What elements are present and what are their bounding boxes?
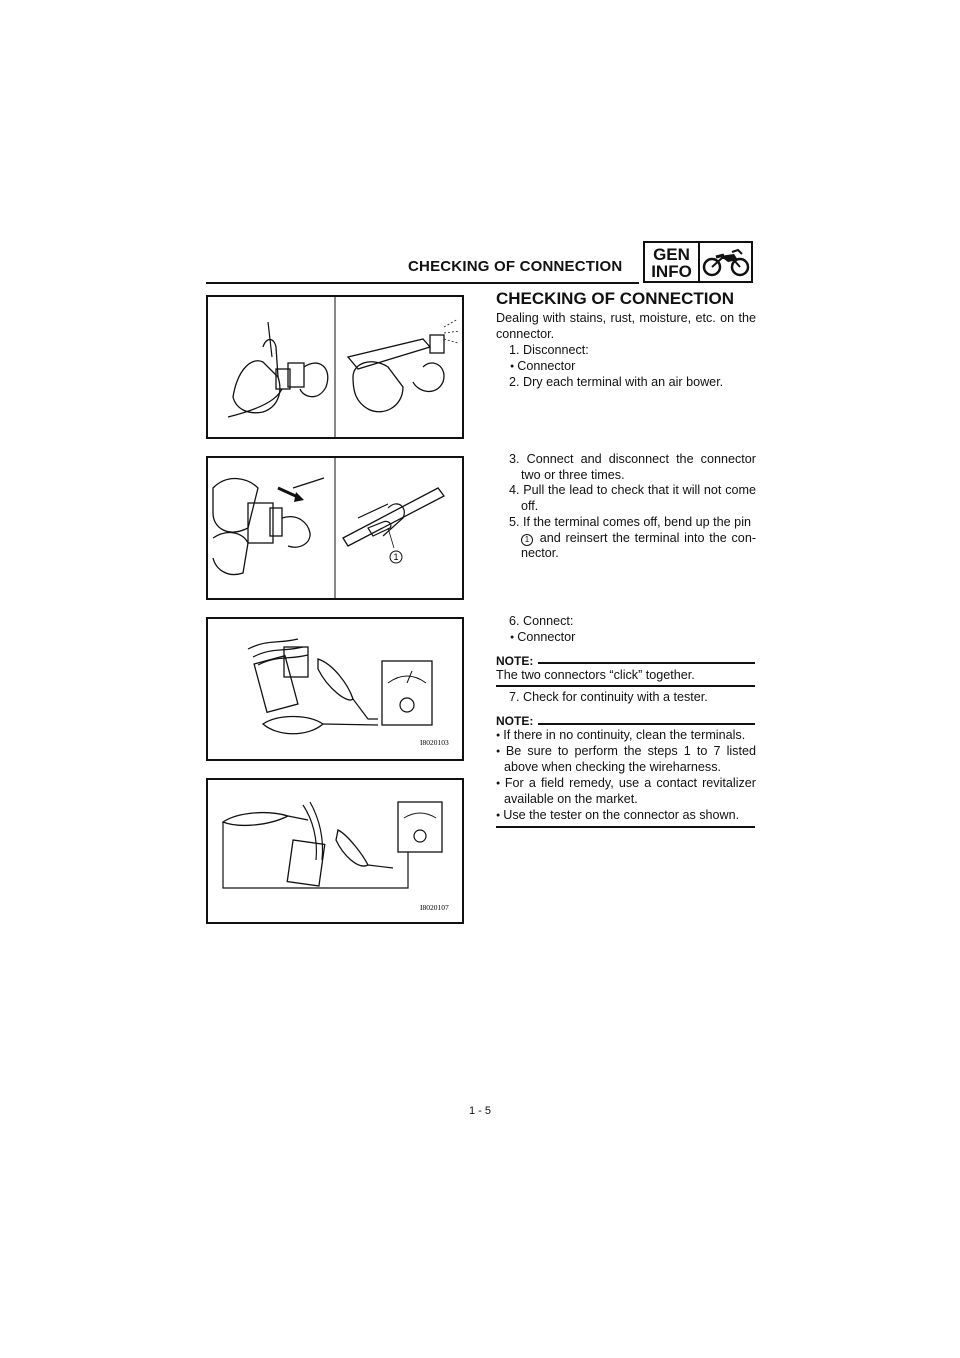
note-2-item-1 bbox=[496, 728, 756, 744]
step-1: 1. Disconnect: bbox=[509, 343, 589, 357]
step-1-item-text: Connector bbox=[517, 359, 576, 373]
section-heading: CHECKING OF CONNECTION bbox=[496, 289, 734, 308]
step-1-item bbox=[510, 359, 575, 375]
section-tab-label bbox=[645, 243, 700, 281]
step-6-item bbox=[510, 630, 575, 646]
note-2-item-4-text: Use the tester on the connector as shown. bbox=[503, 808, 740, 822]
callout-ref-1: 1 bbox=[521, 534, 533, 546]
note-2-bottom-rule bbox=[496, 826, 755, 828]
note-1-top-rule bbox=[538, 662, 755, 664]
note-2-item-2-text: Be sure to perform the steps 1 to 7 listed above when checking the wireharness. bbox=[504, 744, 756, 774]
note-2-item-3-text: For a field remedy, use a contact revitalizer available on the market. bbox=[504, 776, 756, 806]
step-7: 7. Check for continuity with a tester. bbox=[509, 690, 708, 704]
note-1-text: The two connectors “click” together. bbox=[496, 668, 695, 682]
note-2-item-2 bbox=[496, 744, 756, 775]
intro-paragraph: Dealing with stains, rust, moisture, etc. on the connector. bbox=[496, 311, 756, 341]
step-6-item-text: Connector bbox=[517, 630, 576, 644]
header-title: CHECKING OF CONNECTION bbox=[408, 258, 623, 275]
figure-callout-1: 1 bbox=[393, 552, 399, 562]
note-1-bottom-rule bbox=[496, 685, 755, 687]
step-2: 2. Dry each terminal with an air bower. bbox=[509, 375, 724, 389]
tab-line-2: INFO bbox=[651, 262, 692, 281]
note-2-item-3 bbox=[496, 776, 756, 807]
tab-line-1: GEN bbox=[653, 245, 690, 264]
note-2-label: NOTE: bbox=[496, 714, 534, 728]
note-2-item-4 bbox=[496, 808, 756, 824]
page-number: 1 - 5 bbox=[468, 1105, 491, 1117]
note-1-label: NOTE: bbox=[496, 654, 534, 668]
section-tab bbox=[643, 241, 753, 283]
step-6: 6. Connect: bbox=[509, 614, 574, 628]
note-2-item-1-text: If there in no continuity, clean the terminals. bbox=[503, 728, 746, 742]
step-4: 4. Pull the lead to check that it will not come off. bbox=[509, 483, 756, 513]
note-2-top-rule bbox=[538, 723, 755, 725]
step-5-tail: and reinsert the terminal into the con-nector. bbox=[521, 530, 757, 560]
figure-tester-connector-1 bbox=[206, 617, 464, 761]
header-rule bbox=[206, 282, 639, 284]
figure-code-2: I8020107 bbox=[420, 903, 449, 912]
step-5 bbox=[509, 515, 756, 562]
step-5-text: 5. If the terminal comes off, bend up the pin bbox=[509, 515, 751, 529]
step-3: 3. Connect and disconnect the connector two or three times. bbox=[509, 452, 756, 482]
motorcycle-icon bbox=[700, 243, 751, 281]
figure-pull-lead-bend-pin bbox=[206, 456, 464, 600]
figure-disconnect-dry bbox=[206, 295, 464, 439]
figure-tester-connector-2 bbox=[206, 778, 464, 924]
figure-code-1: I8020103 bbox=[420, 738, 449, 747]
